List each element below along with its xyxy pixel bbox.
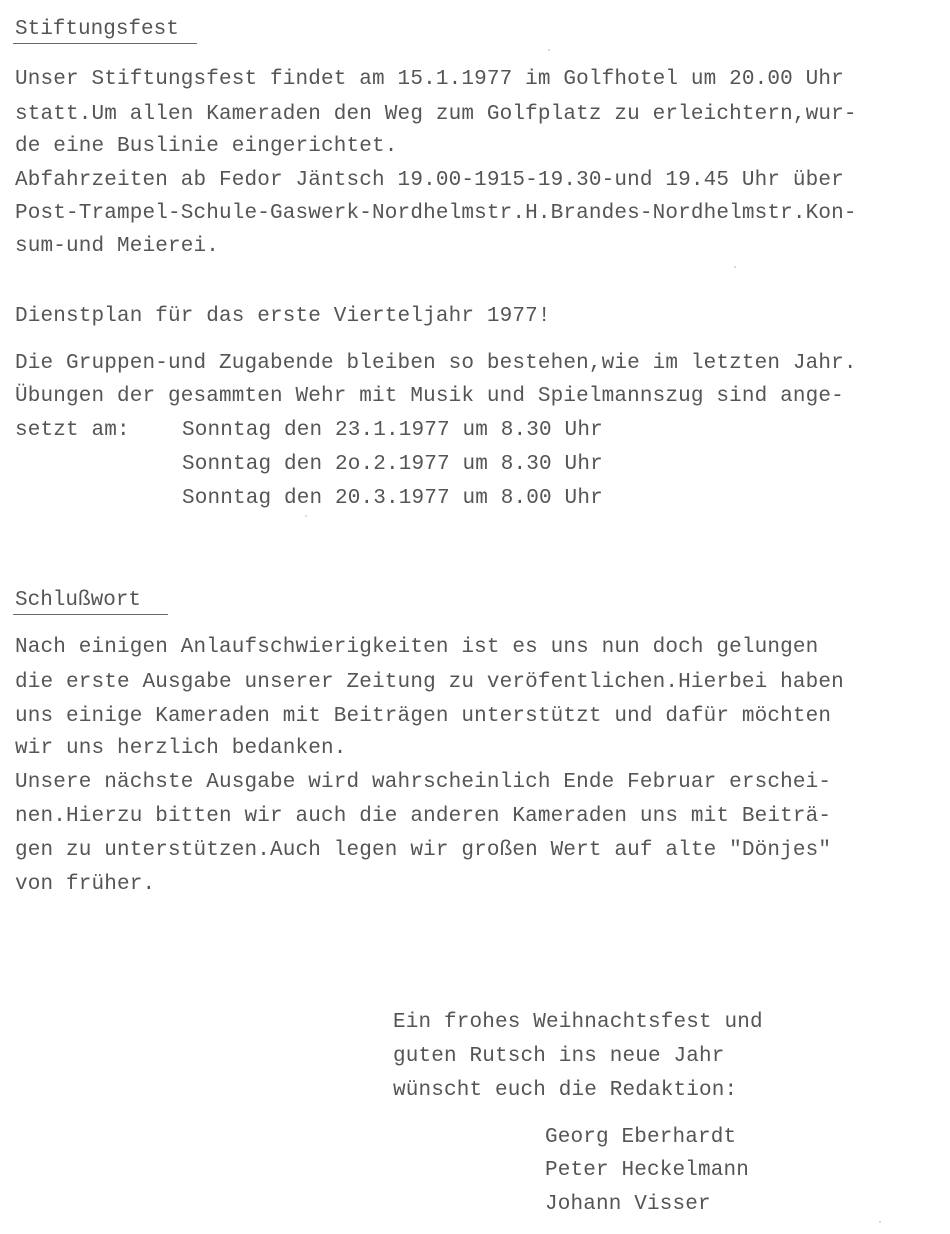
dienstplan-line: Die Gruppen-und Zugabende bleiben so bestehen,wie im letzten Jahr. [15,352,857,375]
closing-greeting-line: guten Rutsch ins neue Jahr [393,1045,725,1068]
dienstplan-lead: setzt am: [15,419,130,442]
schlusswort-line: uns einige Kameraden mit Beiträgen unterstützt und dafür möchten [15,705,832,728]
editor-name: Georg Eberhardt [545,1126,737,1149]
schlusswort-heading: Schlußwort [15,589,142,612]
stiftungsfest-line: Post-Trampel-Schule-Gaswerk-Nordhelmstr.H.Brandes-Nordhelmstr.Kon- [15,202,857,225]
closing-greeting-line: Ein frohes Weihnachtsfest und [393,1011,763,1034]
schlusswort-line: von früher. [15,873,156,896]
schlusswort-line: Nach einigen Anlaufschwierigkeiten ist es uns nun doch gelungen [15,636,819,659]
stiftungsfest-heading-underline [13,43,197,44]
paper-speck [548,49,550,51]
editor-name: Johann Visser [545,1193,711,1216]
paper-speck [879,1221,881,1223]
stiftungsfest-line: Unser Stiftungsfest findet am 15.1.1977 im Golfhotel um 20.00 Uhr [15,68,844,91]
dienstplan-date: Sonntag den 2o.2.1977 um 8.30 Uhr [182,453,603,476]
dienstplan-date: Sonntag den 20.3.1977 um 8.00 Uhr [182,487,603,510]
stiftungsfest-heading: Stiftungsfest [15,18,179,41]
dienstplan-title: Dienstplan für das erste Vierteljahr 1977! [15,305,551,328]
stiftungsfest-line: de eine Buslinie eingerichtet. [15,135,398,158]
stiftungsfest-line: sum-und Meierei. [15,235,220,258]
schlusswort-line: nen.Hierzu bitten wir auch die anderen Kameraden uns mit Beiträ- [15,805,832,828]
schlusswort-line: gen zu unterstützen.Auch legen wir großen Wert auf alte "Dönjes" [15,839,832,862]
stiftungsfest-line: statt.Um allen Kameraden den Weg zum Golfplatz zu erleichtern,wur- [15,103,857,126]
stiftungsfest-line: Abfahrzeiten ab Fedor Jäntsch 19.00-1915-19.30-und 19.45 Uhr über [15,169,844,192]
dienstplan-line: Übungen der gesammten Wehr mit Musik und Spielmannszug sind ange- [15,385,844,408]
dienstplan-date: Sonntag den 23.1.1977 um 8.30 Uhr [182,419,603,442]
schlusswort-line: wir uns herzlich bedanken. [15,737,347,760]
editor-name: Peter Heckelmann [545,1159,750,1182]
schlusswort-line: Unsere nächste Ausgabe wird wahrscheinlich Ende Februar erschei- [15,771,832,794]
schlusswort-heading-underline [13,614,168,615]
closing-greeting-line: wünscht euch die Redaktion: [393,1079,738,1102]
paper-speck [734,266,736,268]
paper-speck [305,515,307,517]
schlusswort-line: die erste Ausgabe unserer Zeitung zu veröfentlichen.Hierbei haben [15,671,844,694]
